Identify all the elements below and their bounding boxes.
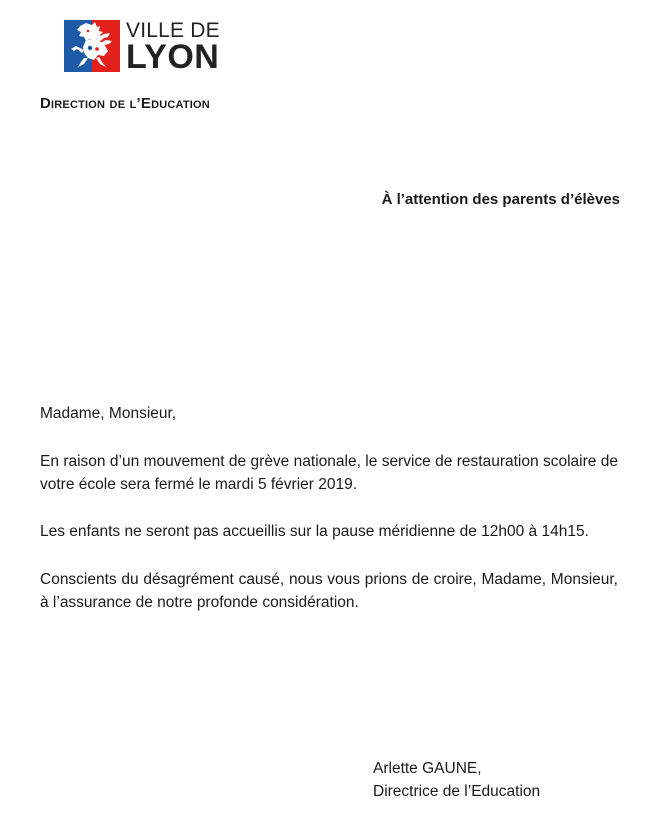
department-heading: Direction de l’Education xyxy=(40,95,210,112)
signature-block xyxy=(373,757,540,803)
lyon-lion-emblem-icon xyxy=(64,20,120,72)
signature-title: Directrice de l’Education xyxy=(373,783,541,800)
logo-ville-de: VILLE DE xyxy=(126,19,220,42)
salutation: Madame, Monsieur, xyxy=(40,405,177,422)
ville-de-lyon-logo xyxy=(64,20,220,74)
paragraph-no-reception: Les enfants ne seront pas accueillis sur la pause méridienne de 12h00 à 14h15. xyxy=(40,523,589,540)
recipient-line: À l’attention des parents d’élèves xyxy=(381,191,620,208)
signature-name: Arlette GAUNE, xyxy=(373,760,482,777)
logo-lyon: LYON xyxy=(126,38,220,76)
paragraph-strike-notice: En raison d’un mouvement de grève nationale, le service de restauration scolaire de votre école sera fermé le mardi 5 février 2019. xyxy=(40,453,618,493)
paragraph-closing: Conscients du désagrément causé, nous vous prions de croire, Madame, Monsieur, à l’assurance de notre profonde considération. xyxy=(40,571,618,611)
logo-wordmark xyxy=(126,20,220,74)
